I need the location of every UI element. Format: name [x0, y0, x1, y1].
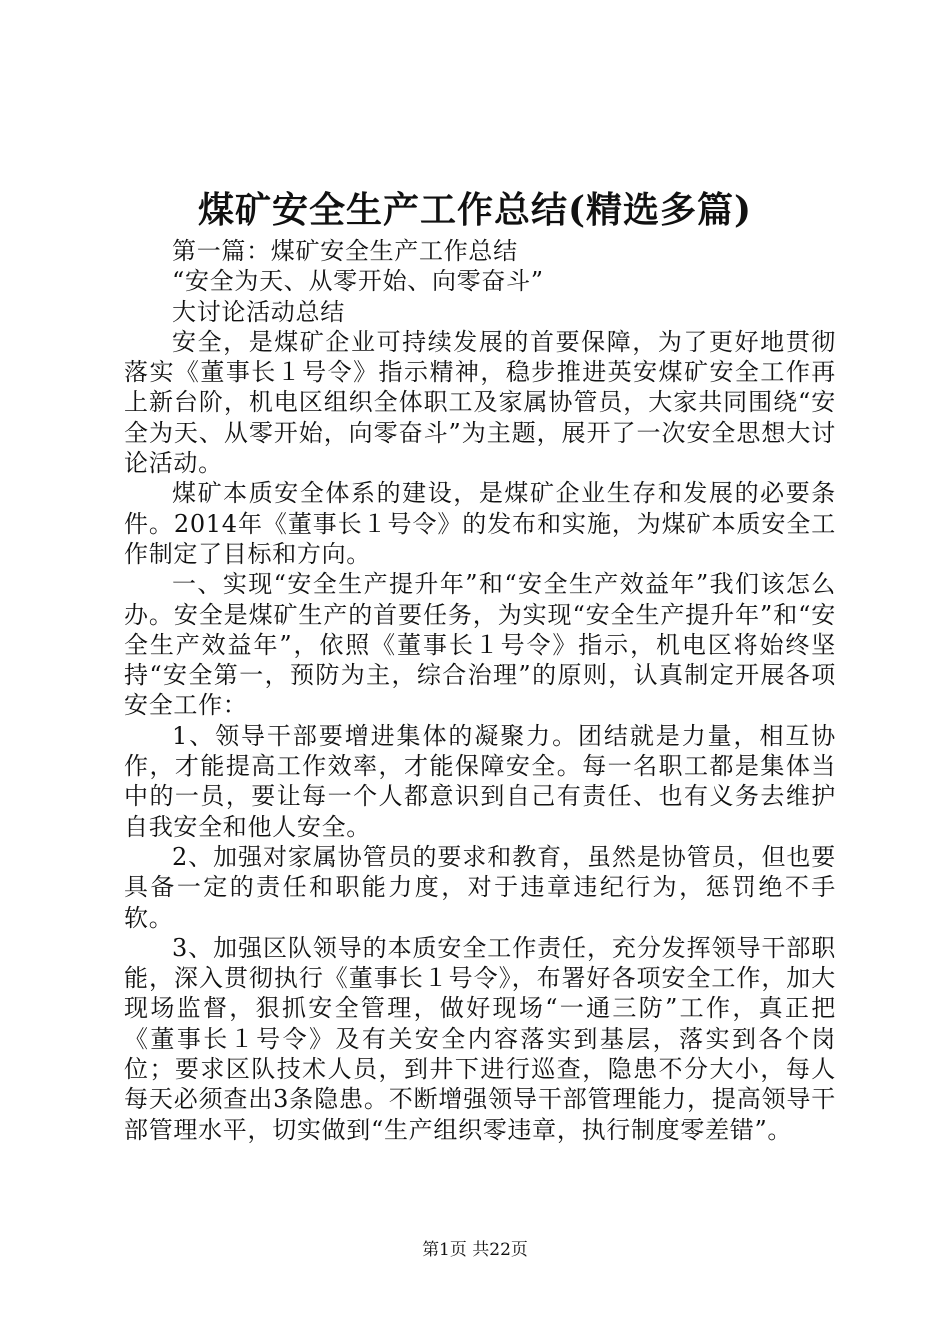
- activity-heading: 大讨论活动总结: [172, 297, 345, 326]
- paragraph-item-1: 1、领导干部要增进集体的凝聚力。团结就是力量，相互协作，才能提高工作效率，才能保障安全。每一名职工都是集体当中的一员，要让每一个人都意识到自己有责任、也有义务去维护自我安全和他人安全。: [124, 721, 836, 841]
- paragraph-item-2: 2、加强对家属协管员的要求和教育，虽然是协管员，但也要具备一定的责任和职能力度，对于违章违纪行为，惩罚绝不手软。: [124, 842, 836, 932]
- paragraph-system: 煤矿本质安全体系的建设，是煤矿企业生存和发展的必要条件。2014年《董事长１号令》的发布和实施，为煤矿本质安全工作制定了目标和方向。: [124, 479, 836, 568]
- document-title: 煤矿安全生产工作总结(精选多篇): [197, 189, 753, 231]
- theme-slogan: “安全为天、从零开始、向零奋斗”: [172, 267, 544, 296]
- section-heading: 第一篇：煤矿安全生产工作总结: [172, 237, 518, 265]
- paragraph-item-3: 3、加强区队领导的本质安全工作责任，充分发挥领导干部职能，深入贯彻执行《董事长１号令》，布署好各项安全工作，加大现场监督，狠抓安全管理，做好现场“一通三防”工作，真正把《董事长１号令》及有关安全内容落实到基层，落实到各个岗位；要求区队技术人员，到井下进行巡查，隐患不分大小，每人每天必须查出3条隐患。不断增强领导干部管理能力，提高领导干部管理水平，切实做到“生产组织零违章，执行制度零差错”。: [124, 933, 836, 1144]
- paragraph-point-one: 一、实现“安全生产提升年”和“安全生产效益年”我们该怎么办。安全是煤矿生产的首要任务，为实现“安全生产提升年”和“安全生产效益年”，依照《董事长１号令》指示，机电区将始终坚持“安全第一，预防为主，综合治理”的原则，认真制定开展各项安全工作：: [124, 570, 836, 720]
- page-number: 第1页 共22页: [422, 1240, 528, 1260]
- paragraph-intro: 安全，是煤矿企业可持续发展的首要保障，为了更好地贯彻落实《董事长１号令》指示精神，稳步推进英安煤矿安全工作再上新台阶，机电区组织全体职工及家属协管员，大家共同围绕“安全为天、从零开始，向零奋斗”为主题，展开了一次安全思想大讨论活动。: [124, 327, 836, 478]
- document-body: [124, 236, 836, 1145]
